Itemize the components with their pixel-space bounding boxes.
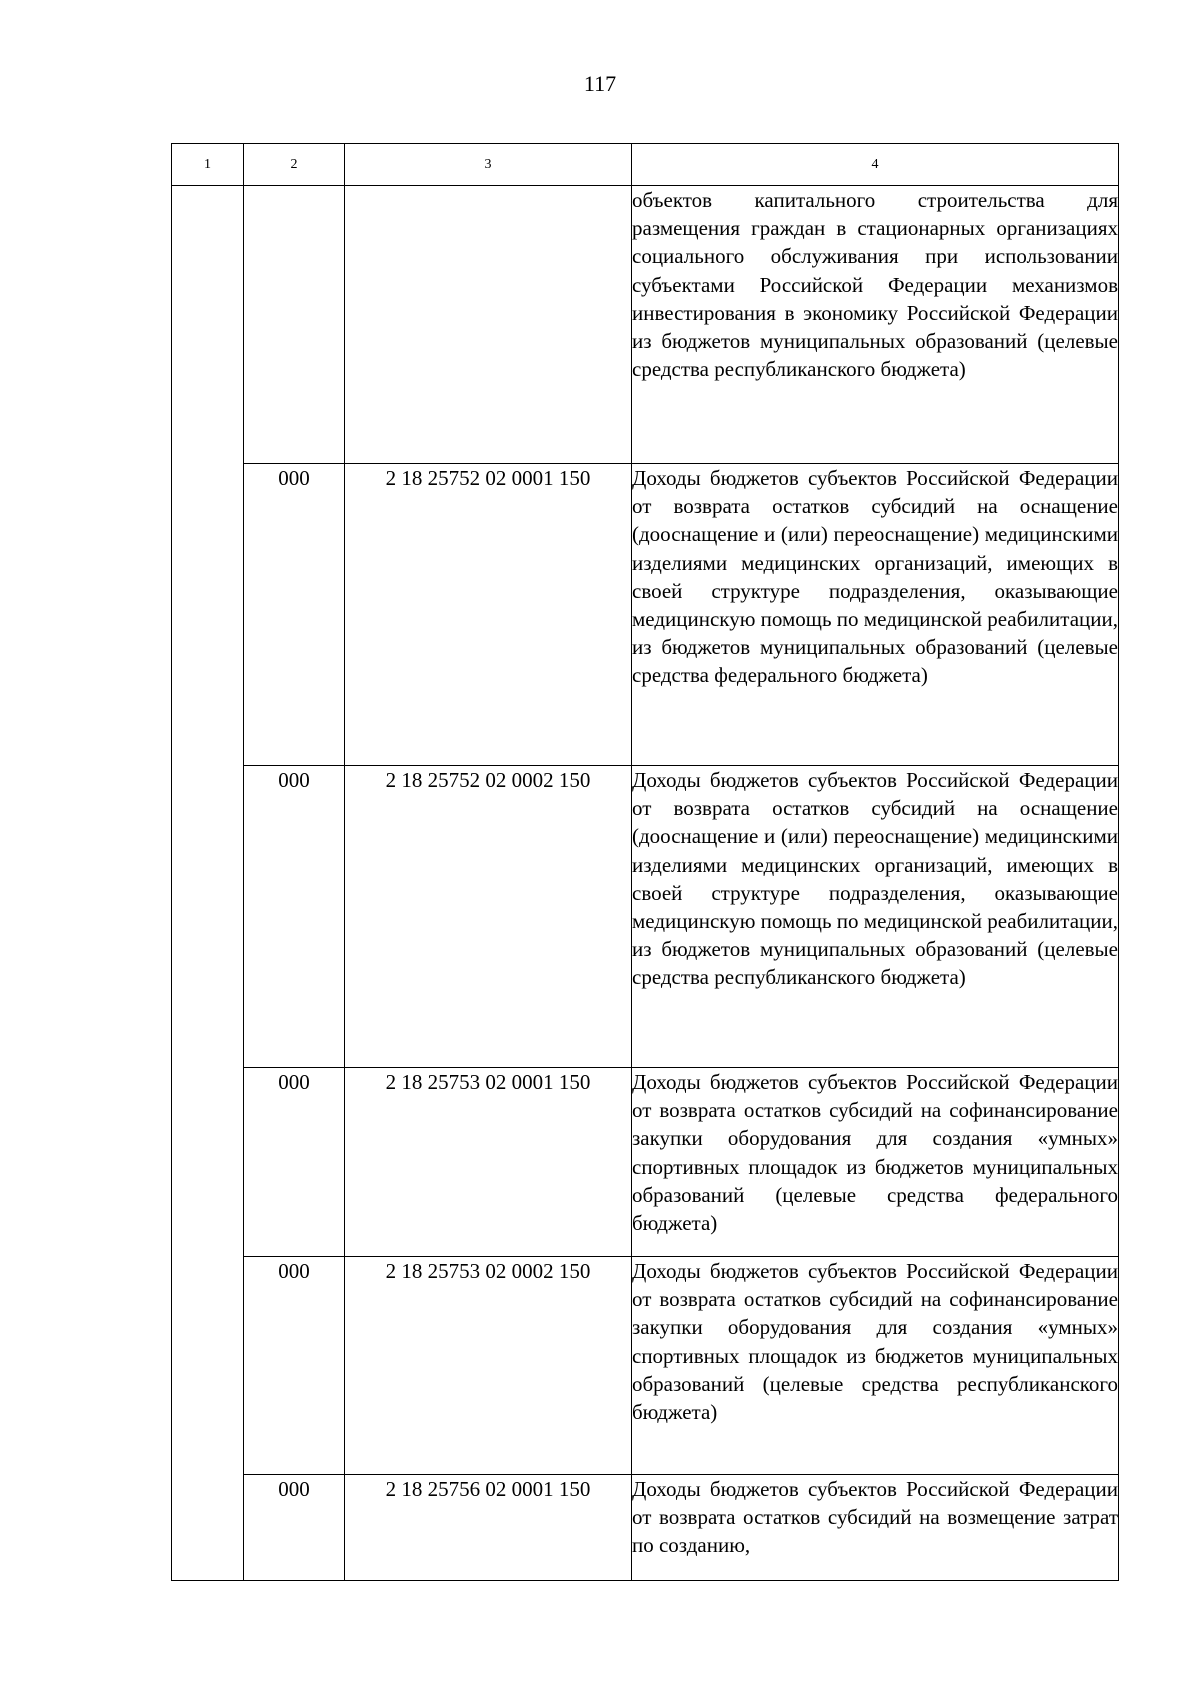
admin-code-cell: 000 xyxy=(244,1257,345,1475)
table-row xyxy=(172,1257,1119,1475)
kbk-code-cell: 2 18 25756 02 0001 150 xyxy=(345,1475,632,1581)
column-number-1: 1 xyxy=(172,144,244,186)
kbk-code-cell: 2 18 25753 02 0001 150 xyxy=(345,1068,632,1257)
kbk-code-cell: 2 18 25752 02 0002 150 xyxy=(345,766,632,1068)
admin-code-cell: 000 xyxy=(244,464,345,766)
table-row xyxy=(172,1475,1119,1581)
description-cell: Доходы бюджетов субъектов Российской Федерации от возврата остатков субсидий на возмещение затрат по созданию, xyxy=(632,1475,1119,1581)
column-1-merged-cell xyxy=(172,186,244,1581)
description-cell: Доходы бюджетов субъектов Российской Федерации от возврата остатков субсидий на софинансирование закупки оборудования для создания «умных» спортивных площадок из бюджетов муниципальных образований (целевые средства республиканского бюджета) xyxy=(632,1257,1119,1475)
table-header-row xyxy=(172,144,1119,186)
page-number: 117 xyxy=(583,71,617,96)
column-number-3: 3 xyxy=(345,144,632,186)
description-cell: Доходы бюджетов субъектов Российской Федерации от возврата остатков субсидий на оснащение (дооснащение и (или) переоснащение) медицинскими изделиями медицинских организаций, имеющих в своей структуре подразделения, оказывающие медицинскую помощь по медицинской реабилитации, из бюджетов муниципальных образований (целевые средства федерального бюджета) xyxy=(632,464,1119,766)
admin-code-cell xyxy=(244,186,345,464)
description-cell: объектов капитального строительства для размещения граждан в стационарных организациях социального обслуживания при использовании субъектами Российской Федерации механизмов инвестирования в экономику Российской Федерации из бюджетов муниципальных образований (целевые средства республиканского бюджета) xyxy=(632,186,1119,464)
kbk-code-cell: 2 18 25753 02 0002 150 xyxy=(345,1257,632,1475)
kbk-code-cell xyxy=(345,186,632,464)
description-cell: Доходы бюджетов субъектов Российской Федерации от возврата остатков субсидий на софинансирование закупки оборудования для создания «умных» спортивных площадок из бюджетов муниципальных образований (целевые средства федерального бюджета) xyxy=(632,1068,1119,1257)
column-number-2: 2 xyxy=(244,144,345,186)
table-row xyxy=(172,464,1119,766)
column-number-4: 4 xyxy=(632,144,1119,186)
admin-code-cell: 000 xyxy=(244,1475,345,1581)
kbk-code-cell: 2 18 25752 02 0001 150 xyxy=(345,464,632,766)
admin-code-cell: 000 xyxy=(244,766,345,1068)
description-cell: Доходы бюджетов субъектов Российской Федерации от возврата остатков субсидий на оснащение (дооснащение и (или) переоснащение) медицинскими изделиями медицинских организаций, имеющих в своей структуре подразделения, оказывающие медицинскую помощь по медицинской реабилитации, из бюджетов муниципальных образований (целевые средства республиканского бюджета) xyxy=(632,766,1119,1068)
table-row xyxy=(172,186,1119,464)
admin-code-cell: 000 xyxy=(244,1068,345,1257)
budget-classification-table xyxy=(171,143,1119,1581)
table-row xyxy=(172,1068,1119,1257)
table-row xyxy=(172,766,1119,1068)
